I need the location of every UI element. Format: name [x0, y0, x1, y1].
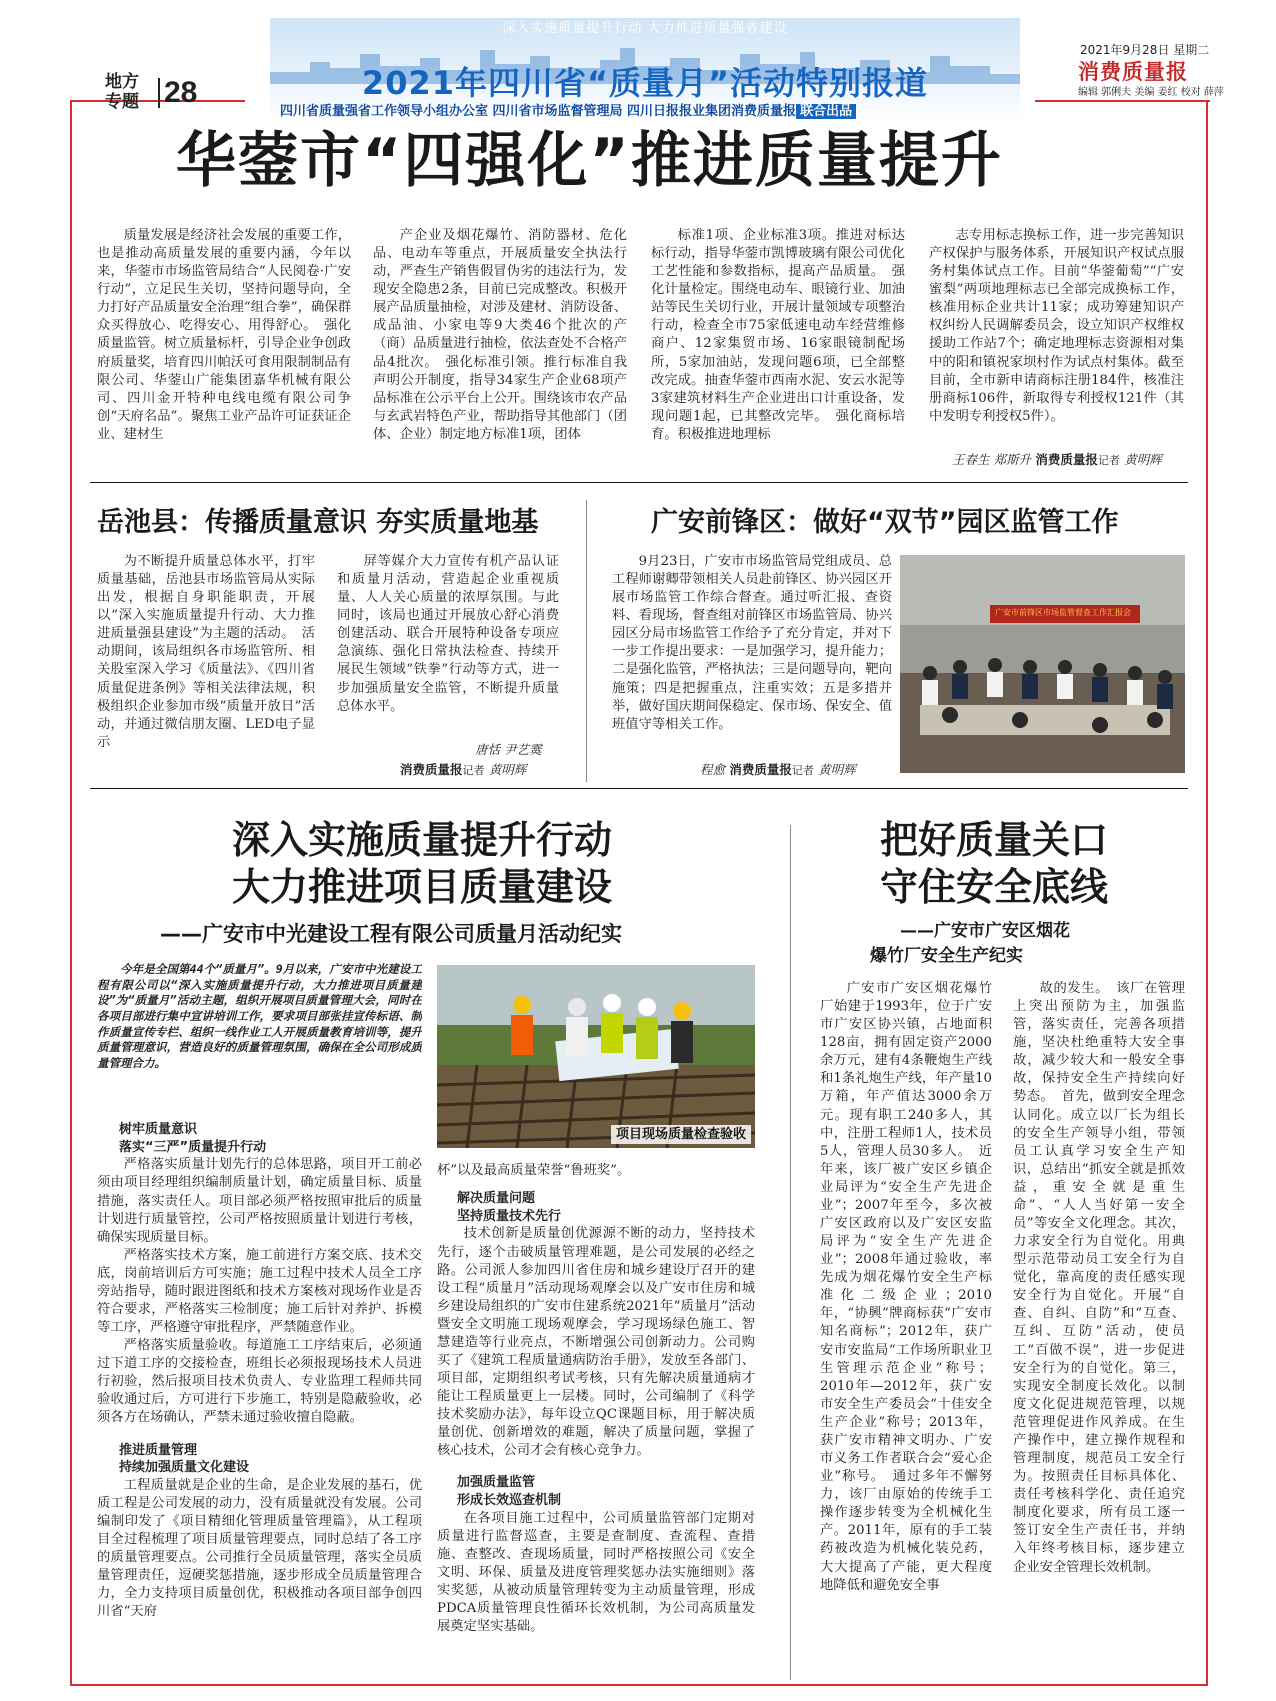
middle-rule — [90, 788, 1188, 789]
a3-body: 9月23日，广安市市场监管局党组成员、总工程师谢卿带领相关人员赴前锋区、协兴园区开展市场监管工作综合督查。通过听汇报、查资料、看现场，督查组对前锋区市场监管局、协兴园区分局市场监管工作给予了充分肯定，并对下一步工作提出要求：一是加强学习，提升能力；二是强化监管，严格执法；三是问题导向，靶向施策；四是把握重点，注重实效；五是多措并举，做好国庆期间保稳定、保市场、保安全、值班值守等相关工作。 — [612, 554, 892, 732]
a4-subhead-1a: 树牢质量意识 — [119, 1122, 198, 1137]
a5-subtitle-2: 爆竹厂安全生产纪实 — [870, 946, 1023, 966]
a3-byline: 程愈 消费质量报记者 黄明辉 — [700, 762, 856, 777]
banner-title: 2021年四川省“质量月”活动特别报道 — [361, 64, 929, 102]
a4-col1 — [97, 1115, 422, 1685]
a4-para-2: 严格落实技术方案，施工前进行方案交底、技术交底，岗前培训后方可实施；施工过程中技术人员全工序旁站指导，随时跟进图纸和技术方案核对现场作业是否符合要求，严格落实三检制度；施工后针对养护、拆模等工序，严格遵守审批程序，严禁随意作业。 — [97, 1247, 422, 1336]
a4-subhead-1b: 落实“三严”质量提升行动 — [119, 1139, 267, 1155]
banner-orgs-tail: 联合出品 — [796, 104, 856, 119]
a4-a5-divider — [790, 825, 791, 1680]
a2-col1: 为不断提升质量总体水平，打牢质量基础，岳池县市场监管局从实际出发，根据自身职能职责，开展以“深入实施质量提升行动、大力推进质量强县建设”为主题的活动。 活动期间，该局组织各市场监管所、相关股室深入学习《质量法》、《四川省质量促进条例》等相关法律法规，积极组织企业参加市级“质量开放日”活动，并通过微信朋友圈、LED电子显示 — [97, 554, 315, 750]
frame-top-right — [1035, 100, 1210, 102]
a2-a3-divider — [586, 500, 587, 782]
a5-col2: 故的发生。 该厂在管理上突出预防为主，加强监管，落实责任，完善各项措施，坚决杜绝重特大安全事故，减少较大和一般安全事故，保持安全生产持续向好势态。 首先，做到安全理念认同化。成立以厂长为组长的安全生产领导小组，带领员工认真学习安全生产知识，总结出“抓安全就是抓效益，重安全就是重生命”、“人人当好第一安全员”等安全文化理念。其次，力求安全行为自觉化。用典型示范带动员工安全行为自觉化，靠高度的责任感实现安全行为自觉化。开展“自查、自纠、自防”和“互查、互纠、互防”活动，使员工“百做不误”，进一步促进安全行为的自觉化。第三，实现安全制度长效化。以制度文化促进规范管理，以规范管理促进作风养成。在生产操作中，建立操作规程和管理制度，规范员工安全行为。按照责任目标具体化、责任考核科学化、责任追究制度化要求，所有员工逐一签订安全生产责任书，并纳入年终考核目标，逐步建立企业安全管理长效机制。 — [1013, 981, 1185, 1575]
a2-byline-authors: 唐恬 尹艺霙 — [475, 742, 542, 757]
a4-subhead-4a: 加强质量监管 — [457, 1475, 536, 1491]
banner-top-line: 深入实施质量提升行动 大力推进质量强省建设 — [502, 21, 788, 36]
special-report-banner — [270, 18, 1020, 122]
a5-subtitle-1: ——广安市广安区烟花 — [900, 921, 1070, 941]
meeting-photo-banner-text: 广安市前锋区市场监管督查工作汇报会 — [995, 608, 1131, 617]
a1-headline: 华蓥市“四强化”推进质量提升 — [176, 126, 1003, 196]
a2-headline: 岳池县：传播质量意识 夯实质量地基 — [97, 507, 539, 538]
a4-para-7: 在各项目施工过程中，公司质量监管部门定期对质量进行监督巡查，主要是查制度、查流程、查措施、查整改、查现场质量，同时严格按照公司《安全文明、环保、质量及进度管理奖惩办法实施细则》落实奖惩，从被动质量管理转变为主动质量管理，形成PDCA质量管理良性循环长效机制，为公司高质量发展奠定坚实基础。 — [437, 1510, 755, 1635]
a4-subhead-3b: 坚持质量技术先行 — [457, 1208, 562, 1224]
a5-col1: 广安市广安区烟花爆竹厂始建于1993年，位于广安市广安区协兴镇，占地面积128亩，拥有固定资产2000余万元，建有4条鞭炮生产线和1条礼炮生产线，年产量10万箱，年产值达3000余万元。现有职工240多人，其中，注册工程师1人，技术员5人，管理人员30多人。 近年来，该厂被广安区乡镇企业局评为“安全生产先进企业”；2007年至今，多次被广安区政府以及广安区安监局评为“安全生产先进企业”；2008年通过验收，率先成为烟花爆竹安全生产标准化二级企业；2010年，“协興”牌商标获“广安市知名商标”；2012年，获广安市安监局“工作场所职业卫生管理示范企业”称号；2010年—2012年，获广安市安全生产委员会“十佳安全生产企业”称号；2013年，获广安市精神文明办、广安市义务工作者联合会“爱心企业”称号。 通过多年不懈努力，该厂由原始的传统手工操作逐步转变为全机械化生产。2011年，原有的手工装药被改造为机械化装兑药，大大提高了产能，更大程度地降低和避免安全事 — [820, 981, 992, 1593]
a1-col2: 产企业及烟花爆竹、消防器材、危化品、电动车等重点，开展质量安全执法行动，严查生产销售假冒伪劣的违法行为，发现安全隐患2条，目前已完成整改。积极开展产品质量抽检，对涉及建材、消防设备、成品油、小家电等9大类46个批次的产（商）品质量进行抽检，依法查处不合格产品4批次。 强化标准引领。推行标准自我声明公开制度，指导34家生产企业68项产品标准在公示平台上公开。围绕该市农产品与玄武岩特色产业，帮助指导其他部门（团体、企业）制定地方标准1项，团体 — [373, 228, 627, 442]
construction-photo-caption: 项目现场质量检查验收 — [611, 1125, 751, 1144]
a5-headline-2: 守住安全底线 — [880, 865, 1109, 909]
a4-col2 — [437, 1162, 755, 1685]
a1-col1: 质量发展是经济社会发展的重要工作，也是推动高质量发展的重要内涵，今年以来，华蓥市市场监管局结合“人民阅卷·广安行动”，立足民生关切，坚持问题导向，全力打好产品质量安全治理“组合拳”，确保群众买得放心、吃得安心、用得舒心。 强化质量监管。树立质量标杆，引导企业争创政府质量奖，培育四川帕沃可食用限制制品有限公司、华蓥山广能集团嘉华机械有限公司、四川金开特种电线电缆有限公司争创“天府名品”。聚焦工业产品许可证获证企业、建材生 — [97, 228, 351, 442]
meeting-photo-graphic — [900, 555, 1185, 773]
a5-headline-1: 把好质量关口 — [880, 818, 1109, 862]
a4-headline-2: 大力推进项目质量建设 — [232, 865, 613, 909]
a4-subtitle: ——广安市中光建设工程有限公司质量月活动纪实 — [160, 922, 622, 946]
a1-bottom-rule — [90, 482, 1188, 483]
a1-col4: 志专用标志换标工作，进一步完善知识产权保护与服务体系，开展知识产权试点服务村集体试点工作。目前“华蓥葡萄”“广安蜜梨”两项地理标志已全部完成换标工作，核准用标企业共计11家；成功筹建知识产权纠纷人民调解委员会，设立知识产权维权援助工作站7个；确定地理标志资源相对集中的阳和镇祝家坝村作为试点村集体。截至目前，全市新申请商标注册184件，核准注册商标106件，新取得专利授权121件（其中发明专利授权5件）。 — [929, 228, 1184, 424]
a1-byline: 王春生 郑斯升 消费质量报记者 黄明辉 — [952, 452, 1162, 467]
construction-photo — [437, 965, 755, 1148]
a4-para-1: 严格落实质量计划先行的总体思路，项目开工前必须由项目经理组织编制质量计划，确定质量目标、质量措施，落实责任人。项目部必须严格按照审批后的质量计划进行质量管控，公司严格按照质量计划进行考核，确保实现质量目标。 — [97, 1157, 422, 1245]
a4-headline-1: 深入实施质量提升行动 — [232, 818, 613, 862]
page-number: 28 — [158, 78, 197, 108]
a4-subhead-2b: 持续加强质量文化建设 — [119, 1460, 250, 1476]
a2-col2: 屏等媒介大力宣传有机产品认证和质量月活动，营造起企业重视质量、人人关心质量的浓厚氛围。与此同时，该局也通过开展放心舒心消费创建活动、联合开展特种设备专项应急演练、强化日常执法检查、持续开展民生领域“铁拳”行动等方式，进一步加强质量安全监管，不断提升质量总体水平。 — [337, 554, 559, 714]
editors-line: 编辑 郭俐夫 美编 姜红 校对 薛萍 — [1078, 87, 1224, 98]
section-tag: 地方 专题 — [105, 72, 139, 113]
a4-subhead-3a: 解决质量问题 — [457, 1191, 536, 1207]
a4-lead: 今年是全国第44个“质量月”。9月以来，广安市中光建设工程有限公司以“深入实施质量提升行动，大力推进项目质量建设”为“质量月”活动主题，组织开展项目质量管理大会，同时在各项目部进行集中宣讲培训工作，要求项目部张挂宣传标语、制作质量宣传专栏、组织一线作业工人开展质量教育培训等，提升质量管理意识，营造良好的质量管理氛围，确保在全公司形成质量管理合力。 — [97, 962, 422, 1070]
banner-orgs: 四川省质量强省工作领导小组办公室 四川省市场监督管理局 四川日报报业集团消费质量报 联合出品 — [280, 103, 1020, 120]
a4-subhead-2a: 推进质量管理 — [119, 1442, 198, 1458]
paper-name: 消费质量报 — [1078, 60, 1188, 84]
construction-photo-graphic — [437, 965, 755, 1148]
a4-para-6: 技术创新是质量创优源源不断的动力，坚持技术先行，逐个击破质量管理难题，是公司发展的必经之路。公司派人参加四川省住房和城乡建设厅召开的建设工程“质量月”活动现场观摩会以及广安市住房和城乡建设局组织的广安市住建系统2021年“质量月”活动暨安全文明施工现场观摩会，学习现场绿色施工、智慧建造等行业亮点，不断增强公司创新动力。公司购买了《建筑工程质量通病防治手册》，发放至各部门、项目部，定期组织考试考核，只有先解决质量通病才能让工程质量更上一层楼。同时，公司编制了《科学技术奖励办法》，每年设立QC课题目标，用于解决质量创优、创新增效的难题，解决了质量问题，掌握了核心技术，公司才会有核心竞争力。 — [437, 1226, 755, 1459]
meeting-photo — [900, 555, 1185, 773]
a3-headline: 广安前锋区：做好“双节”园区监管工作 — [651, 507, 1119, 538]
a4-para-3: 严格落实质量验收。每道施工工序结束后，必须通过下道工序的交接检查，班组长必须报现场技术人员进行初验，然后报项目技术负责人、专业监理工程师共同验收通过后，方可进行下步施工，特别是隐蔽验收，必须各方在场确认，严禁未通过验收擅自隐蔽。 — [97, 1338, 422, 1426]
a4-subhead-4b: 形成长效巡查机制 — [457, 1493, 562, 1509]
a4-para-4: 工程质量就是企业的生命，是企业发展的基石，优质工程是公司发展的动力，没有质量就没有发展。公司编制印发了《项目精细化管理质量管理篇》，从工程项目全过程梳理了项目质量管理要点，同时总结了各工序的质量管理要点。公司推行全员质量管理，落实全员质量管理责任，逗硬奖惩措施，逐步形成全员质量管理合力，全力支持项目质量创优，积极推动各项目部争创四川省“天府 — [97, 1477, 422, 1620]
issue-date: 2021年9月28日 星期二 — [1080, 43, 1210, 57]
a1-col3: 标准1项、企业标准3项。推进对标达标行动，指导华蓥市凯博玻璃有限公司优化工艺性能和参数指标，提高产品质量。 强化计量检定。围绕电动车、眼镜行业、加油站等民生关切行业，开展计量领域专项整治行动，检查全市75家低速电动车经营维修商户、12家集贸市场、16家眼镜制配场所，5家加油站，发现问题6项，已全部整改完成。抽查华蓥市西南水泥、安云水泥等3家建筑材料生产企业进出口计重设备，发现问题1起，已其整改完毕。 强化商标培育。积极推进地理标 — [651, 228, 905, 442]
a4-para-5: 杯”以及最高质量荣誉“鲁班奖”。 — [437, 1163, 631, 1178]
a2-byline: 消费质量报记者 黄明辉 — [400, 762, 527, 777]
